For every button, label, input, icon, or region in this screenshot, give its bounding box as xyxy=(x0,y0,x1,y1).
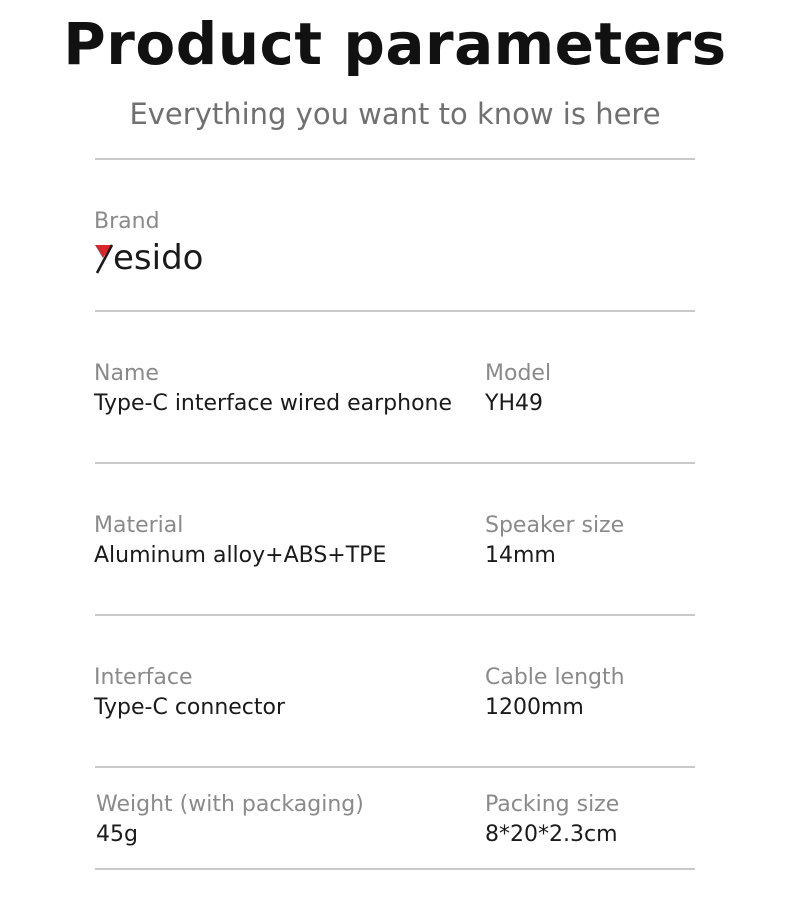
divider-1 xyxy=(95,310,695,312)
divider-bottom xyxy=(95,868,695,870)
interface-value: Type-C connector xyxy=(94,695,286,720)
page-subtitle: Everything you want to know is here xyxy=(129,97,661,131)
brand-logo xyxy=(93,236,218,276)
model-label: Model xyxy=(485,361,552,386)
speaker-size-label: Speaker size xyxy=(485,513,625,538)
packing-size-value: 8*20*2.3cm xyxy=(485,822,618,847)
divider-2 xyxy=(95,462,695,464)
divider-4 xyxy=(95,766,695,768)
yesido-logo-icon xyxy=(93,236,218,276)
logo-wordmark: esido xyxy=(113,238,204,276)
weight-label: Weight (with packaging) xyxy=(96,792,364,817)
weight-value: 45g xyxy=(96,822,138,847)
cable-length-label: Cable length xyxy=(485,665,625,690)
divider-3 xyxy=(95,614,695,616)
name-label: Name xyxy=(94,361,159,386)
model-value: YH49 xyxy=(485,391,543,416)
speaker-size-value: 14mm xyxy=(485,543,556,568)
brand-label: Brand xyxy=(94,209,160,234)
material-value: Aluminum alloy+ABS+TPE xyxy=(94,543,387,568)
divider-top xyxy=(95,158,695,160)
material-label: Material xyxy=(94,513,184,538)
packing-size-label: Packing size xyxy=(485,792,620,817)
name-value: Type-C interface wired earphone xyxy=(94,391,453,416)
interface-label: Interface xyxy=(94,665,193,690)
cable-length-value: 1200mm xyxy=(485,695,584,720)
page-title: Product parameters xyxy=(63,10,727,78)
